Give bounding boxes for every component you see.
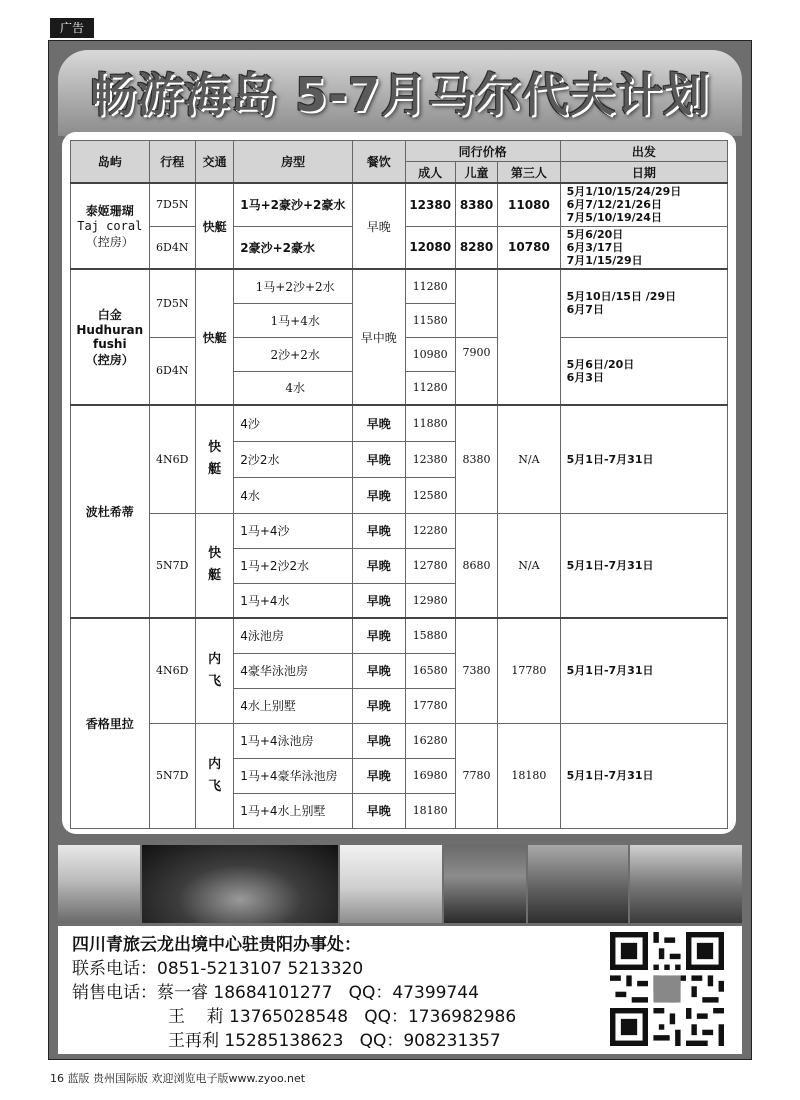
sales-phone: 18684101277 bbox=[213, 983, 333, 1003]
header-island: 岛屿 bbox=[71, 141, 150, 184]
transport bbox=[195, 618, 233, 723]
qr-code-icon bbox=[610, 932, 724, 1046]
transport: 快艇 bbox=[195, 269, 233, 405]
header-price: 同行价格 bbox=[405, 141, 560, 162]
itinerary: 4N6D bbox=[149, 405, 195, 513]
contact-phone-line bbox=[72, 954, 363, 979]
sales-phone: 13765028548 bbox=[229, 1007, 349, 1027]
price-adult: 16280 bbox=[405, 723, 455, 758]
price-adult: 12580 bbox=[405, 477, 455, 513]
meal: 早中晚 bbox=[353, 269, 405, 405]
island-note: （控房） bbox=[85, 235, 134, 249]
room-type: 2豪沙+2豪水 bbox=[234, 226, 353, 269]
sales-qq: QQ：47399744 bbox=[348, 983, 479, 1003]
photo-night-villas bbox=[142, 845, 338, 923]
transport-char: 艇 bbox=[208, 462, 222, 478]
date-line: 6月3/17日 bbox=[566, 240, 624, 254]
date-line: 5月10日/15日 /29日 bbox=[566, 290, 677, 304]
meal: 早晚 bbox=[353, 618, 405, 653]
price-adult: 11280 bbox=[405, 371, 455, 405]
room-type: 2沙2水 bbox=[234, 441, 353, 477]
table-row bbox=[71, 723, 728, 758]
room-type: 4泳池房 bbox=[234, 618, 353, 653]
meal: 早晚 bbox=[353, 513, 405, 548]
itinerary: 4N6D bbox=[149, 618, 195, 723]
meal: 早晚 bbox=[353, 723, 405, 758]
price-adult: 11580 bbox=[405, 303, 455, 337]
sales-line bbox=[72, 1002, 516, 1027]
meal: 早晚 bbox=[353, 183, 405, 269]
date-line: 7月5/10/19/24日 bbox=[566, 211, 662, 225]
table-row bbox=[71, 618, 728, 653]
island-name-en: Hudhuran bbox=[76, 323, 144, 337]
depart-dates bbox=[560, 269, 727, 337]
phone-label: 联系电话： bbox=[72, 959, 157, 979]
island-hudhuran bbox=[71, 269, 150, 405]
island-taj bbox=[71, 183, 150, 269]
island-bodu-hithi: 波杜希蒂 bbox=[71, 405, 150, 618]
depart-dates: 5月1日-7月31日 bbox=[560, 513, 727, 618]
price-child: 7900 bbox=[455, 337, 497, 405]
transport-char: 快 bbox=[208, 546, 222, 562]
depart-dates: 5月1日-7月31日 bbox=[560, 723, 727, 828]
photo-aerial-island bbox=[444, 845, 526, 923]
header-date: 日期 bbox=[560, 162, 727, 184]
price-third-empty bbox=[498, 269, 560, 405]
sales-line bbox=[72, 1026, 501, 1051]
itinerary: 6D4N bbox=[149, 226, 195, 269]
sales-name: 王 莉 bbox=[168, 1007, 224, 1027]
itinerary: 6D4N bbox=[149, 337, 195, 405]
island-name: 白金 bbox=[97, 308, 122, 322]
room-type: 4水 bbox=[234, 477, 353, 513]
price-adult: 11880 bbox=[405, 405, 455, 441]
headline: 畅游海岛 5-7月马尔代夫计划 bbox=[89, 68, 711, 122]
room-type: 4豪华泳池房 bbox=[234, 653, 353, 688]
price-adult: 12080 bbox=[405, 226, 455, 269]
transport bbox=[195, 513, 233, 618]
price-adult: 12980 bbox=[405, 583, 455, 618]
depart-dates bbox=[560, 183, 727, 226]
price-third: 17780 bbox=[498, 618, 560, 723]
ad-tag: 广告 bbox=[50, 18, 94, 38]
office-name: 四川青旅云龙出境中心驻贵阳办事处： bbox=[72, 935, 361, 955]
room-type: 4沙 bbox=[234, 405, 353, 441]
room-type: 1马+2沙2水 bbox=[234, 548, 353, 583]
transport bbox=[195, 723, 233, 828]
date-line: 5月1/10/15/24/29日 bbox=[566, 185, 682, 199]
meal: 早晚 bbox=[353, 793, 405, 828]
island-name-en: fushi bbox=[93, 337, 127, 351]
itinerary: 5N7D bbox=[149, 513, 195, 618]
price-adult: 10980 bbox=[405, 337, 455, 371]
meal: 早晚 bbox=[353, 758, 405, 793]
depart-dates bbox=[560, 226, 727, 269]
transport-char: 飞 bbox=[208, 673, 222, 689]
header-transport: 交通 bbox=[195, 141, 233, 184]
price-child: 8380 bbox=[455, 183, 497, 226]
price-third: 10780 bbox=[498, 226, 560, 269]
itinerary: 7D5N bbox=[149, 183, 195, 226]
meal: 早晚 bbox=[353, 441, 405, 477]
price-child: 8680 bbox=[455, 513, 497, 618]
meal: 早晚 bbox=[353, 688, 405, 723]
header-adult: 成人 bbox=[405, 162, 455, 184]
transport-char: 艇 bbox=[208, 568, 222, 584]
date-line: 6月7/12/21/26日 bbox=[566, 198, 662, 212]
sales-phone: 15285138623 bbox=[224, 1031, 344, 1051]
transport-char: 内 bbox=[208, 756, 222, 772]
header-meal: 餐饮 bbox=[353, 141, 405, 184]
header-child: 儿童 bbox=[455, 162, 497, 184]
date-line: 5月6日/20日 bbox=[566, 357, 635, 371]
room-type: 1马+2豪沙+2豪水 bbox=[234, 183, 353, 226]
price-third: 18180 bbox=[498, 723, 560, 828]
price-adult: 12380 bbox=[405, 441, 455, 477]
phone-number: 0851-5213107 5213320 bbox=[157, 959, 364, 979]
table-row bbox=[71, 183, 728, 226]
room-type: 1马+4水 bbox=[234, 303, 353, 337]
date-line: 6月7日 bbox=[566, 303, 604, 317]
island-name: 泰姬珊瑚 bbox=[85, 204, 134, 218]
depart-dates: 5月1日-7月31日 bbox=[560, 405, 727, 513]
table-row bbox=[71, 269, 728, 303]
island-shangri-la: 香格里拉 bbox=[71, 618, 150, 828]
header-third: 第三人 bbox=[498, 162, 560, 184]
price-third: N/A bbox=[498, 513, 560, 618]
table-row bbox=[71, 405, 728, 441]
sales-qq: QQ：1736982986 bbox=[364, 1007, 517, 1027]
photo-palm-beach bbox=[340, 845, 442, 923]
meal: 早晚 bbox=[353, 548, 405, 583]
price-adult: 16580 bbox=[405, 653, 455, 688]
price-child: 7780 bbox=[455, 723, 497, 828]
date-line: 7月1/15/29日 bbox=[566, 253, 643, 267]
meal: 早晚 bbox=[353, 477, 405, 513]
depart-dates: 5月1日-7月31日 bbox=[560, 618, 727, 723]
photo-spa bbox=[630, 845, 742, 923]
header-depart: 出发 bbox=[560, 141, 727, 162]
price-child: 7380 bbox=[455, 618, 497, 723]
date-line: 6月3日 bbox=[566, 370, 604, 384]
transport-char: 快 bbox=[208, 440, 222, 456]
contact-panel bbox=[58, 926, 742, 1054]
photo-beach-walk bbox=[58, 845, 140, 923]
price-third: 11080 bbox=[498, 183, 560, 226]
room-type: 4水上别墅 bbox=[234, 688, 353, 723]
room-type: 2沙+2水 bbox=[234, 337, 353, 371]
photo-strip bbox=[58, 845, 742, 923]
itinerary: 5N7D bbox=[149, 723, 195, 828]
price-child-empty bbox=[455, 269, 497, 337]
price-adult: 18180 bbox=[405, 793, 455, 828]
price-child: 8280 bbox=[455, 226, 497, 269]
depart-dates bbox=[560, 337, 727, 405]
date-line: 5月6/20日 bbox=[566, 227, 624, 241]
photo-water-restaurant bbox=[528, 845, 628, 923]
price-adult: 17780 bbox=[405, 688, 455, 723]
sales-line bbox=[72, 978, 479, 1003]
room-type: 1马+4泳池房 bbox=[234, 723, 353, 758]
sales-label: 销售电话： bbox=[72, 983, 157, 1003]
meal: 早晚 bbox=[353, 405, 405, 441]
price-adult: 15880 bbox=[405, 618, 455, 653]
header-itinerary: 行程 bbox=[149, 141, 195, 184]
transport-char: 内 bbox=[208, 651, 222, 667]
price-third: N/A bbox=[498, 405, 560, 513]
itinerary: 7D5N bbox=[149, 269, 195, 337]
table-row bbox=[71, 513, 728, 548]
price-child: 8380 bbox=[455, 405, 497, 513]
price-adult: 16980 bbox=[405, 758, 455, 793]
room-type: 1马+4沙 bbox=[234, 513, 353, 548]
price-adult: 12280 bbox=[405, 513, 455, 548]
island-name-en: Taj coral bbox=[77, 219, 143, 233]
price-adult: 12780 bbox=[405, 548, 455, 583]
page-footer: 16 蓝版 贵州国际版 欢迎浏览电子版www.zyoo.net bbox=[50, 1072, 306, 1085]
price-adult: 11280 bbox=[405, 269, 455, 303]
price-adult: 12380 bbox=[405, 183, 455, 226]
transport: 快艇 bbox=[195, 183, 233, 269]
room-type: 1马+4豪华泳池房 bbox=[234, 758, 353, 793]
room-type: 1马+4水 bbox=[234, 583, 353, 618]
transport bbox=[195, 405, 233, 513]
sales-name: 王再利 bbox=[168, 1031, 219, 1051]
meal: 早晚 bbox=[353, 653, 405, 688]
price-table bbox=[70, 140, 728, 829]
room-type: 1马+2沙+2水 bbox=[234, 269, 353, 303]
header-room: 房型 bbox=[234, 141, 353, 184]
sales-name: 蔡一睿 bbox=[157, 983, 208, 1003]
meal: 早晚 bbox=[353, 583, 405, 618]
room-type: 4水 bbox=[234, 371, 353, 405]
transport-char: 飞 bbox=[208, 778, 222, 794]
island-note: （控房） bbox=[85, 353, 134, 367]
room-type: 1马+4水上别墅 bbox=[234, 793, 353, 828]
sales-qq: QQ：908231357 bbox=[359, 1031, 501, 1051]
